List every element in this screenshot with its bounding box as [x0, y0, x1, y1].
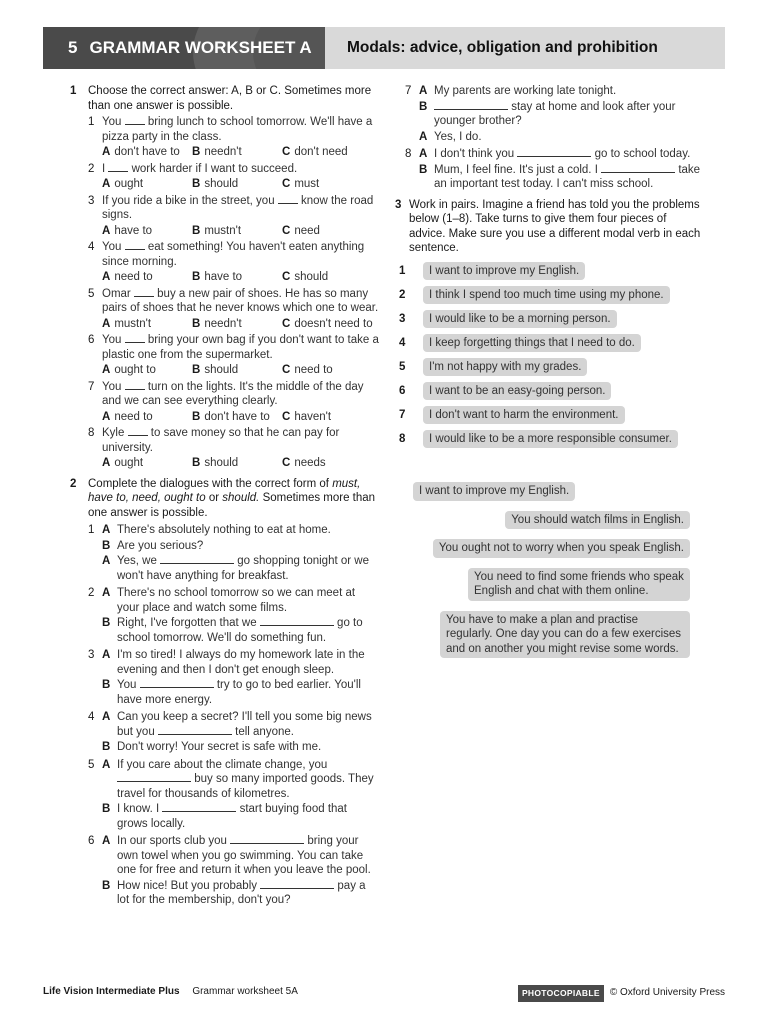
question-number: 2: [88, 162, 95, 175]
right-column: [395, 84, 705, 448]
answer-options: [102, 145, 380, 160]
dialogue: 8 A I don't think you go to school today. B Mum, I feel fine. It's just a cold. I take an important test today. I can't miss school.: [405, 148, 701, 190]
answer-gap[interactable]: [278, 194, 298, 204]
problem-number: 1: [399, 264, 406, 277]
answer-gap[interactable]: [260, 879, 334, 889]
option-a[interactable]: A ought: [102, 178, 144, 190]
publisher: © Oxford University Press: [609, 987, 725, 998]
problem-item: [395, 430, 705, 448]
answer-options: [102, 363, 380, 378]
option-c[interactable]: C need to: [282, 364, 333, 376]
answer-options: [102, 224, 380, 239]
question-item: [88, 194, 380, 239]
option-c[interactable]: C should: [282, 271, 329, 283]
option-a[interactable]: A mustn't: [102, 317, 152, 330]
problem-bubble: I would like to be a morning person.: [423, 310, 617, 329]
exercise-2: [70, 477, 380, 908]
option-b[interactable]: B should: [192, 364, 239, 376]
answer-gap[interactable]: [140, 678, 214, 688]
example-prompt-bubble: I want to improve my English.: [413, 482, 575, 501]
question-item: [88, 162, 380, 192]
example-response-bubble: You have to make a plan and practise regularly. One day you can do a few exercises and on another you might revise some words.: [440, 611, 690, 659]
option-c[interactable]: C needs: [282, 457, 326, 469]
exercise-3: [395, 198, 705, 448]
option-b[interactable]: B should: [192, 457, 239, 469]
option-b[interactable]: B should: [192, 178, 239, 190]
problem-number: 6: [399, 384, 406, 397]
problem-number: 3: [399, 312, 406, 325]
answer-options: [102, 270, 380, 285]
option-b[interactable]: B mustn't: [192, 224, 242, 237]
header-title-block: [43, 27, 325, 69]
exercise-instruction: Choose the correct answer: A, B or C. Sometimes more than one answer is possible.: [88, 85, 372, 112]
dialogue: 4 A Can you keep a secret? I'll tell you some big news but you tell anyone. B Don't worry! Your secret is safe with me.: [88, 711, 372, 753]
dialogue: 7 A My parents are working late tonight. B stay at home and look after your younger brother? A Yes, I do.: [405, 85, 676, 143]
answer-gap[interactable]: [517, 147, 591, 157]
question-text: You bring your own bag if you don't want to take a plastic one from the supermarket.: [102, 334, 379, 361]
worksheet-label: Grammar worksheet 5A: [192, 986, 298, 997]
option-a[interactable]: A ought: [102, 457, 144, 469]
question-text: You bring lunch to school tomorrow. We'll have a pizza party in the class.: [102, 116, 373, 143]
option-b[interactable]: B needn't: [192, 317, 242, 330]
answer-gap[interactable]: [160, 554, 234, 564]
answer-gap[interactable]: [134, 287, 154, 297]
worksheet-topic: Modals: advice, obligation and prohibition: [347, 39, 658, 56]
problem-bubble: I want to improve my English.: [423, 262, 585, 281]
option-a[interactable]: A have to: [102, 224, 153, 237]
question-item: [88, 380, 380, 425]
problem-item: [395, 334, 705, 352]
problem-item: [395, 286, 705, 304]
answer-gap[interactable]: [162, 802, 236, 812]
exercise-number: 2: [70, 477, 77, 490]
problem-item: [395, 262, 705, 280]
question-item: [88, 333, 380, 378]
option-a[interactable]: A need to: [102, 271, 153, 283]
book-title: Life Vision Intermediate Plus: [43, 986, 180, 997]
option-b[interactable]: B have to: [192, 271, 243, 283]
dialogue: 3 A I'm so tired! I always do my homework late in the evening and then I don't get enough sleep. B You try to go to bed earlier. You'll have more energy.: [88, 649, 365, 706]
question-item: [88, 287, 380, 332]
problem-number: 8: [399, 432, 406, 445]
problem-bubble: I don't want to harm the environment.: [423, 406, 625, 425]
question-text: If you ride a bike in the street, you know the road signs.: [102, 194, 374, 221]
example-response-bubble: You need to find some friends who speak English and chat with them online.: [468, 568, 690, 601]
example-conversation: [405, 472, 690, 658]
answer-options: [102, 410, 380, 425]
question-item: [88, 115, 380, 160]
exercise-number: 3: [395, 198, 402, 211]
answer-gap[interactable]: [128, 426, 148, 436]
question-number: 8: [88, 427, 95, 439]
question-text: You eat something! You haven't eaten anything since morning.: [102, 241, 365, 268]
answer-options: [102, 317, 380, 332]
problem-item: [395, 358, 705, 376]
problem-item: [395, 382, 705, 400]
question-number: 4: [88, 241, 95, 253]
answer-gap[interactable]: [125, 115, 145, 125]
option-c[interactable]: C need: [282, 224, 320, 237]
option-a[interactable]: A ought to: [102, 364, 156, 376]
question-number: 5: [88, 287, 95, 300]
dialogue: 6 A In our sports club you bring your own towel when you go swimming. You can take one for free and return it when you leave the pool. B How nice! But you probably pay a lot for the membership, don't you?: [88, 835, 371, 906]
exercise-1: [70, 84, 380, 471]
question-item: [88, 240, 380, 285]
problem-bubble: I keep forgetting things that I need to do.: [423, 334, 641, 353]
question-text: Omar buy a new pair of shoes. He has so many pairs of shoes that he never knows which one to wear.: [102, 287, 379, 314]
worksheet-header: [43, 27, 725, 69]
answer-gap[interactable]: [125, 380, 145, 390]
question-number: 1: [88, 116, 95, 128]
problem-number: 5: [399, 360, 406, 373]
answer-gap[interactable]: [125, 240, 145, 250]
answer-gap[interactable]: [117, 772, 191, 782]
answer-options: [102, 456, 380, 471]
answer-gap[interactable]: [434, 100, 508, 110]
question-number: 6: [88, 334, 95, 346]
problem-bubble: I'm not happy with my grades.: [423, 358, 587, 377]
option-a[interactable]: A need to: [102, 410, 153, 423]
answer-gap[interactable]: [108, 162, 128, 172]
problem-number: 7: [399, 408, 406, 421]
dialogue: 5 A If you care about the climate change, you buy so many imported goods. They travel for thousands of kilometres. B I know. I start buying food that grows locally.: [88, 758, 374, 830]
dialogue: 2 A There's no school tomorrow so we can meet at your place and watch some films. B Right, I've forgotten that we go to school tomorrow. We'll do something fun.: [88, 587, 363, 644]
unit-number: 5: [68, 38, 78, 57]
question-text: Kyle to save money so that he can pay for university.: [102, 427, 340, 454]
answer-gap[interactable]: [158, 725, 232, 735]
example-response-bubble: You ought not to worry when you speak English.: [433, 539, 690, 558]
option-c[interactable]: C doesn't need to: [282, 317, 373, 330]
option-b[interactable]: B don't have to: [192, 410, 270, 423]
problem-bubble: I want to be an easy-going person.: [423, 382, 611, 401]
problem-item: [395, 310, 705, 328]
question-text: You turn on the lights. It's the middle of the day and we can see everything clearly.: [102, 380, 364, 407]
question-number: 7: [88, 380, 95, 393]
answer-gap[interactable]: [230, 834, 304, 844]
option-b[interactable]: B needn't: [192, 146, 242, 158]
answer-options: [102, 177, 380, 192]
photocopiable-badge: PHOTOCOPIABLE: [518, 985, 604, 1002]
option-c[interactable]: C must: [282, 178, 320, 190]
exercise-instruction: Complete the dialogues with the correct form of must, have to, need, ought to or should. Sometimes more than one answer is possible.: [88, 477, 376, 519]
example-response-bubble: You should watch films in English.: [505, 511, 690, 530]
worksheet-title: GRAMMAR WORKSHEET A: [89, 38, 312, 57]
exercise-instruction: Work in pairs. Imagine a friend has told you the problems below (1–8). Take turns to give them four pieces of advice. Make sure you use a different modal verb in each sentence.: [409, 198, 701, 254]
answer-gap[interactable]: [125, 333, 145, 343]
option-c[interactable]: C haven't: [282, 410, 332, 423]
problem-item: [395, 406, 705, 424]
left-column: [70, 84, 380, 908]
problem-bubble: I think I spend too much time using my phone.: [423, 286, 670, 305]
option-a[interactable]: A don't have to: [102, 146, 180, 158]
dialogue: 1 A There's absolutely nothing to eat at home. B Are you serious? A Yes, we go shopping tonight or we won't have anything for breakfast.: [88, 524, 369, 582]
question-text: I work harder if I want to succeed.: [102, 162, 298, 175]
question-number: 3: [88, 194, 95, 207]
question-item: [88, 426, 380, 471]
problem-number: 2: [399, 288, 406, 301]
answer-gap[interactable]: [260, 616, 334, 626]
problem-bubble: I would like to be a more responsible consumer.: [423, 430, 678, 449]
exercise-number: 1: [70, 85, 77, 97]
option-c[interactable]: C don't need: [282, 146, 348, 158]
problem-number: 4: [399, 336, 406, 349]
answer-gap[interactable]: [601, 163, 675, 173]
page-footer: [43, 985, 725, 1000]
